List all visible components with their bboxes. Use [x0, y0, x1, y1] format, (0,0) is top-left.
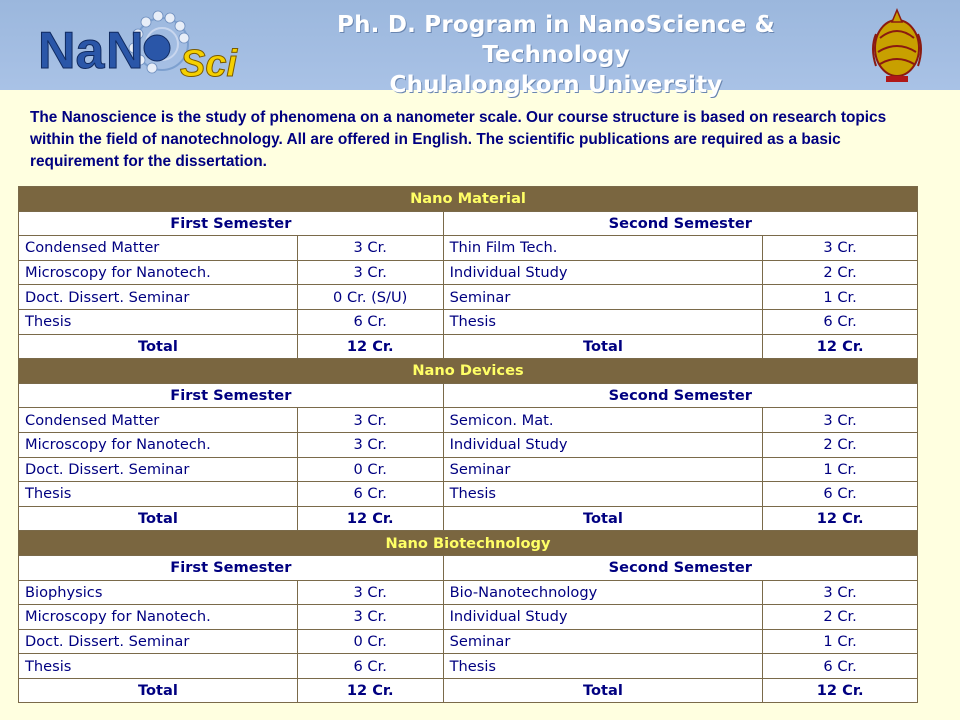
second-semester-credits: 6 Cr.	[763, 309, 918, 334]
intro-paragraph: The Nanoscience is the study of phenomena on a nanometer scale. Our course structure is based on research topics within the field of nanotechnology. All are offered in English. The scientific publications are required as a basic requirement for the dissertation.	[30, 109, 887, 170]
second-semester-course: Seminar	[443, 457, 763, 482]
second-semester-total-label: Total	[443, 678, 763, 703]
second-semester-credits: 6 Cr.	[763, 654, 918, 679]
course-row	[19, 605, 918, 630]
first-semester-credits: 0 Cr.	[297, 629, 443, 654]
first-semester-course: Condensed Matter	[19, 236, 298, 261]
second-semester-credits: 3 Cr.	[763, 580, 918, 605]
nanosci-logo	[34, 8, 254, 84]
program-name: Nano Material	[19, 187, 918, 212]
second-semester-total-label: Total	[443, 506, 763, 531]
program-title-line1: Ph. D. Program in NanoScience & Technology	[337, 12, 775, 68]
course-row	[19, 432, 918, 457]
second-semester-credits: 1 Cr.	[763, 457, 918, 482]
first-semester-course: Thesis	[19, 654, 298, 679]
first-semester-total-credits: 12 Cr.	[297, 678, 443, 703]
second-semester-course: Thesis	[443, 309, 763, 334]
total-row	[19, 334, 918, 359]
course-row	[19, 629, 918, 654]
first-semester-course: Condensed Matter	[19, 408, 298, 433]
second-semester-course: Semicon. Mat.	[443, 408, 763, 433]
second-semester-course: Individual Study	[443, 260, 763, 285]
second-semester-course: Individual Study	[443, 432, 763, 457]
course-row	[19, 309, 918, 334]
first-semester-credits: 3 Cr.	[297, 408, 443, 433]
second-semester-credits: 1 Cr.	[763, 285, 918, 310]
first-semester-course: Thesis	[19, 482, 298, 507]
course-row	[19, 236, 918, 261]
header-banner	[0, 0, 960, 98]
course-row	[19, 654, 918, 679]
first-semester-course: Doct. Dissert. Seminar	[19, 629, 298, 654]
course-row	[19, 482, 918, 507]
program-header-row	[19, 359, 918, 384]
second-semester-label: Second Semester	[443, 211, 917, 236]
second-semester-label: Second Semester	[443, 383, 917, 408]
svg-text:N: N	[106, 22, 144, 80]
program-header-row	[19, 187, 918, 212]
first-semester-total-label: Total	[19, 334, 298, 359]
second-semester-course: Seminar	[443, 285, 763, 310]
second-semester-credits: 2 Cr.	[763, 605, 918, 630]
second-semester-total-credits: 12 Cr.	[763, 678, 918, 703]
curriculum-table	[18, 186, 918, 703]
curriculum-table-body	[19, 187, 918, 703]
first-semester-credits: 3 Cr.	[297, 260, 443, 285]
first-semester-total-label: Total	[19, 678, 298, 703]
first-semester-credits: 3 Cr.	[297, 236, 443, 261]
first-semester-course: Doct. Dissert. Seminar	[19, 285, 298, 310]
svg-text:Sci: Sci	[180, 43, 238, 84]
second-semester-course: Individual Study	[443, 605, 763, 630]
first-semester-course: Microscopy for Nanotech.	[19, 432, 298, 457]
total-row	[19, 678, 918, 703]
program-name: Nano Biotechnology	[19, 531, 918, 556]
first-semester-credits: 6 Cr.	[297, 654, 443, 679]
second-semester-total-label: Total	[443, 334, 763, 359]
second-semester-course: Seminar	[443, 629, 763, 654]
university-seal-icon	[862, 4, 932, 86]
second-semester-credits: 3 Cr.	[763, 236, 918, 261]
first-semester-course: Thesis	[19, 309, 298, 334]
first-semester-credits: 0 Cr. (S/U)	[297, 285, 443, 310]
first-semester-credits: 3 Cr.	[297, 580, 443, 605]
first-semester-course: Microscopy for Nanotech.	[19, 605, 298, 630]
first-semester-total-label: Total	[19, 506, 298, 531]
svg-text:Na: Na	[38, 22, 105, 80]
second-semester-total-credits: 12 Cr.	[763, 506, 918, 531]
first-semester-label: First Semester	[19, 555, 444, 580]
first-semester-course: Microscopy for Nanotech.	[19, 260, 298, 285]
course-row	[19, 260, 918, 285]
second-semester-credits: 3 Cr.	[763, 408, 918, 433]
program-header-row	[19, 531, 918, 556]
second-semester-credits: 2 Cr.	[763, 432, 918, 457]
first-semester-total-credits: 12 Cr.	[297, 334, 443, 359]
second-semester-credits: 6 Cr.	[763, 482, 918, 507]
first-semester-credits: 0 Cr.	[297, 457, 443, 482]
semester-header-row	[19, 383, 918, 408]
program-title-line2: Chulalongkorn University	[389, 72, 723, 98]
course-row	[19, 408, 918, 433]
course-row	[19, 580, 918, 605]
first-semester-credits: 3 Cr.	[297, 432, 443, 457]
second-semester-course: Thesis	[443, 654, 763, 679]
course-row	[19, 457, 918, 482]
first-semester-label: First Semester	[19, 383, 444, 408]
second-semester-total-credits: 12 Cr.	[763, 334, 918, 359]
total-row	[19, 506, 918, 531]
first-semester-credits: 6 Cr.	[297, 482, 443, 507]
second-semester-course: Thin Film Tech.	[443, 236, 763, 261]
first-semester-credits: 3 Cr.	[297, 605, 443, 630]
semester-header-row	[19, 555, 918, 580]
first-semester-credits: 6 Cr.	[297, 309, 443, 334]
first-semester-course: Doct. Dissert. Seminar	[19, 457, 298, 482]
second-semester-credits: 2 Cr.	[763, 260, 918, 285]
program-title	[276, 10, 836, 100]
second-semester-course: Thesis	[443, 482, 763, 507]
first-semester-course: Biophysics	[19, 580, 298, 605]
first-semester-total-credits: 12 Cr.	[297, 506, 443, 531]
semester-header-row	[19, 211, 918, 236]
second-semester-label: Second Semester	[443, 555, 917, 580]
second-semester-credits: 1 Cr.	[763, 629, 918, 654]
course-row	[19, 285, 918, 310]
first-semester-label: First Semester	[19, 211, 444, 236]
program-name: Nano Devices	[19, 359, 918, 384]
second-semester-course: Bio-Nanotechnology	[443, 580, 763, 605]
